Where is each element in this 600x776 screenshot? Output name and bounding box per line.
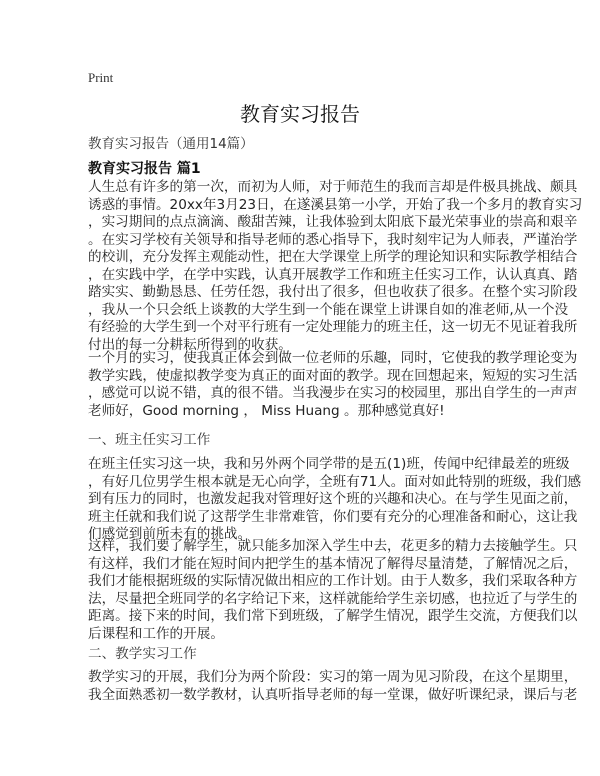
text-line: 人生总有许多的第一次，而初为人师，对于师范生的我而言却是件极具挑战、颇具 (88, 179, 578, 195)
document-subtitle: 教育实习报告（通用14篇） (88, 136, 254, 152)
text-line: ，有好几位男学生根本就是无心向学，全班有71人。面对如此特别的班级，我们感 (88, 473, 582, 490)
text-line: 有经验的大学生到一个对平行班有一定处理能力的班主任，这一切无不见证着我所 (88, 319, 578, 335)
paragraph-1 (88, 179, 582, 354)
text-line: 后课程和工作的开展。 (88, 625, 224, 642)
text-line: 法，尽量把全班同学的名字给记下来，这样就能给学生亲切感，也拉近了与学生的 (88, 590, 578, 607)
text-line: 有这样，我们才能在短时间内把学生的基本情况了解得尽量清楚，了解情况之后， (88, 555, 578, 572)
text-line: 付出的每一分耕耘所得到的收获。 (88, 336, 292, 353)
text-line: 老师好，Good morning ， Miss Huang 。那种感觉真好! (88, 402, 445, 419)
print-link[interactable]: Print (88, 70, 114, 85)
text-line: 这样，我们要了解学生，就只能多加深入学生中去，花更多的精力去接触学生。只 (88, 538, 578, 554)
paragraph-3 (88, 456, 581, 544)
text-line: ，我从一个只会纸上谈教的大学生到一个能在课堂上讲课自如的准老师,从一个没 (88, 301, 569, 318)
text-line: 。在实习学校有关领导和指导老师的悉心指导下，我时刻牢记为人师表，严谨治学 (88, 231, 578, 248)
text-line: ，在实践中学，在学中实践，认真开展教学工作和班主任实习工作，认认真真、踏 (88, 266, 578, 283)
text-line: 班主任就和我们说了这帮学生非常难管，你们要有充分的心理准备和耐心，这让我 (88, 508, 578, 525)
text-line: ，实习期间的点点滴滴、酸甜苦辣，让我体验到太阳底下最光荣事业的崇高和艰辛 (88, 214, 578, 230)
text-line: 在班主任实习这一块，我和另外两个同学带的是五(1)班，传闻中纪律最差的班级 (88, 456, 570, 472)
text-line: 我们才能根据班级的实际情况做出相应的工作计划。由于人数多，我们采取各种方 (88, 573, 578, 589)
text-line: 诱惑的事情。20xx年3月23日，在遂溪县第一小学，开始了我一个多月的教育实习 (88, 196, 583, 213)
text-line: 到有压力的同时，也激发起我对管理好这个班的兴趣和决心。在与学生见面之前， (88, 491, 578, 507)
text-line: 踏实实、勤勤恳恳、任劳任怨，我付出了很多，但也收获了很多。在整个实习阶段 (88, 284, 578, 300)
text-line: 教学实习的开展，我们分为两个阶段：实习的第一周为见习阶段，在这个星期里， (88, 669, 578, 685)
text-line: 的校训，充分发挥主观能动性，把在大学课堂上所学的理论知识和实际教学相结合 (88, 249, 578, 265)
text-line: 们感觉到前所未有的挑战。 (88, 526, 252, 542)
paragraph-5 (88, 669, 577, 704)
section-heading-2: 二、教学实习工作 (88, 646, 197, 662)
page-title: 教育实习报告 (240, 102, 360, 126)
section-heading-1: 一、班主任实习工作 (88, 432, 211, 448)
paragraph-4 (88, 538, 577, 643)
text-line: 我全面熟悉初一数学教材，认真听指导老师的每一堂课，做好听课纪录，课后与老 (88, 686, 578, 703)
text-line: ，感觉可以说不错，真的很不错。当我漫步在实习的校园里，那出自学生的一声声 (88, 385, 578, 401)
text-line: 教学实践，使虚拟教学变为真正的面对面的教学。现在回想起来，短短的实习生活 (88, 367, 578, 384)
text-line: 距离。接下来的时间，我们常下到班级，了解学生情况，跟学生交流，方便我们以 (88, 608, 578, 624)
text-line: 一个月的实习，使我真正体会到做一位老师的乐趣，同时，它使我的教学理论变为 (88, 350, 578, 366)
article-heading: 教育实习报告 篇1 (88, 161, 201, 177)
paragraph-2 (88, 350, 577, 420)
